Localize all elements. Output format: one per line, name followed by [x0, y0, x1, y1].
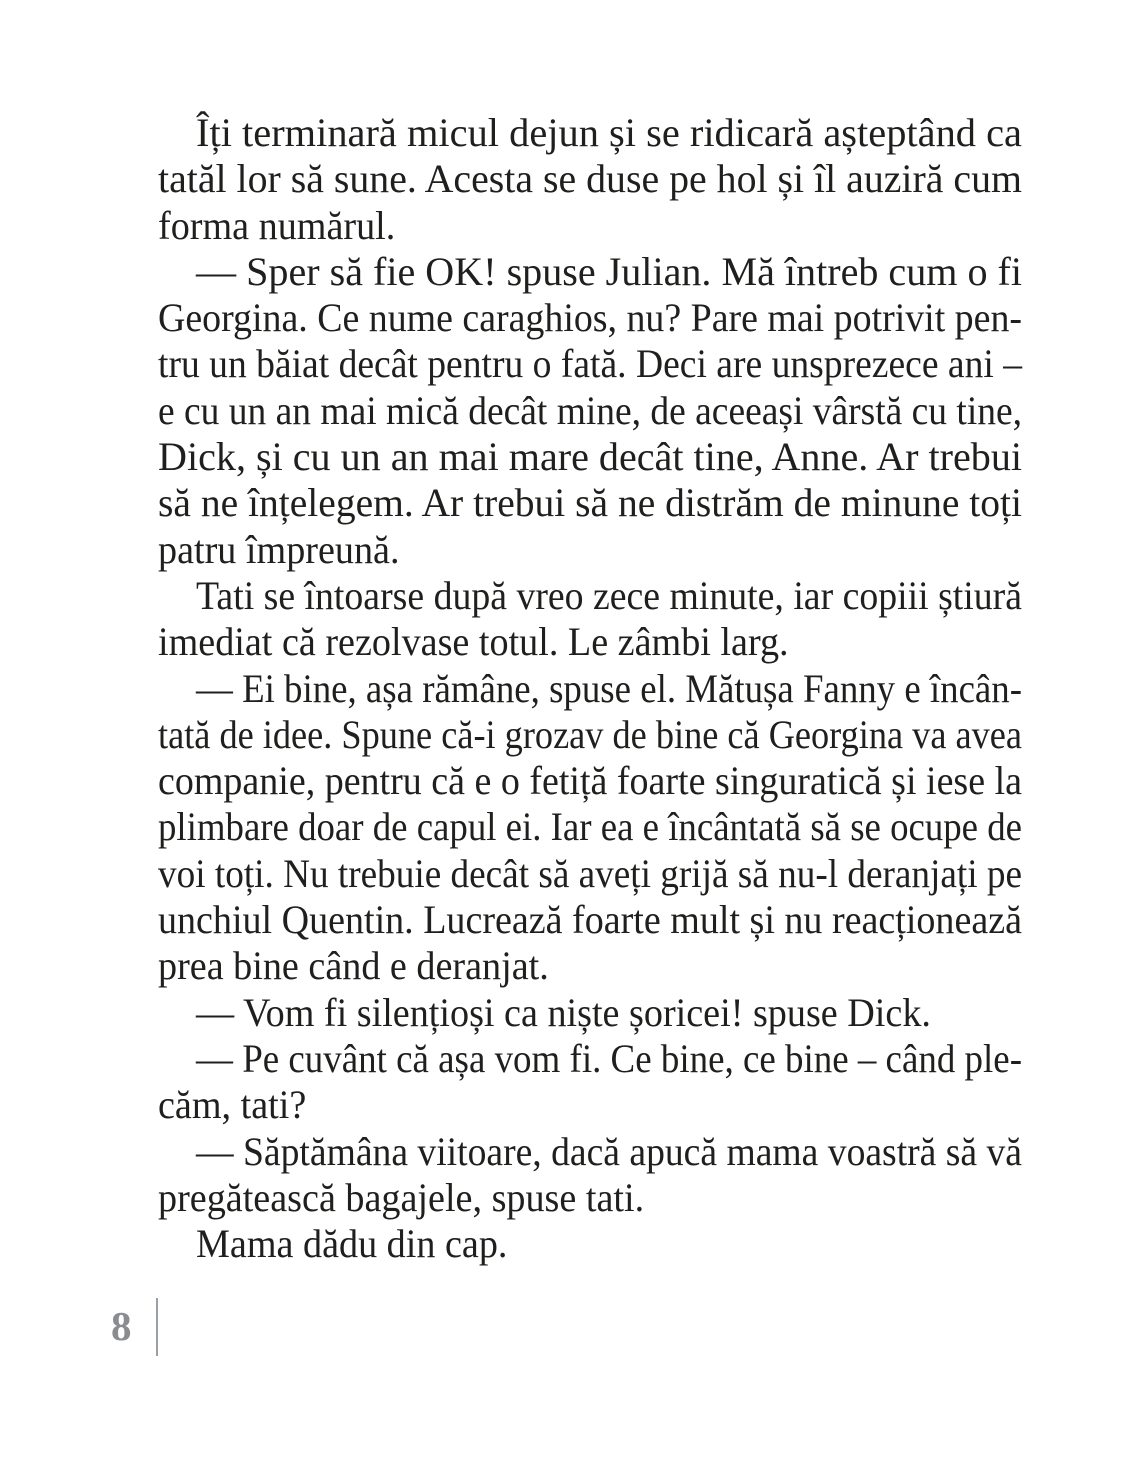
text-line [158, 990, 1022, 1036]
text-line-content: — Vom fi silențioși ca niște șoricei! spuse Dick. [196, 989, 931, 1035]
text-line-content: tată de idee. Spune că-i grozav de bine că Georgina va avea [158, 711, 1022, 757]
text-line [158, 341, 1022, 387]
footer-rule [156, 1298, 158, 1356]
text-line [158, 804, 1022, 850]
text-line-content: — Ei bine, așa rămâne, spuse el. Mătușa Fanny e încân- [196, 665, 1022, 711]
text-line-content: Georgina. Ce nume caraghios, nu? Pare mai potrivit pen- [158, 295, 1022, 341]
text-line-content: — Săptămâna viitoare, dacă apucă mama voastră să vă [196, 1128, 1022, 1174]
paragraph [158, 573, 1022, 666]
text-line-content: forma numărul. [158, 202, 396, 248]
text-line [158, 480, 1022, 526]
text-line [158, 897, 1022, 943]
text-line-content: Mama dădu din cap. [196, 1221, 508, 1267]
text-line-content: căm, tati? [158, 1082, 307, 1128]
page-number: 8 [111, 1303, 132, 1349]
text-line-content: companie, pentru că e o fetiță foarte singuratică și iese la [158, 758, 1022, 804]
text-line-content: — Pe cuvânt că așa vom fi. Ce bine, ce bine – când ple- [196, 1035, 1022, 1081]
paragraph [158, 990, 1022, 1036]
text-line-content: Îți terminară micul dejun și se ridicară așteptând ca [196, 110, 1022, 155]
text-line-content: prea bine când e deranjat. [158, 943, 549, 989]
paragraph [158, 1036, 1022, 1129]
text-line [158, 1082, 1022, 1128]
text-line-content: pregătească bagajele, spuse tati. [158, 1174, 645, 1220]
text-line-content: Tati se întoarse după vreo zece minute, iar copiii știură [196, 572, 1022, 618]
paragraph [158, 1129, 1022, 1222]
text-line-content: plimbare doar de capul ei. Iar ea e încântată să se ocupe de [158, 804, 1022, 850]
text-line [158, 527, 1022, 573]
text-line-content: Dick, și cu un an mai mare decât tine, Anne. Ar trebui [158, 434, 1022, 480]
text-line [158, 434, 1022, 480]
paragraph [158, 666, 1022, 990]
text-line [158, 249, 1022, 295]
text-line [158, 943, 1022, 989]
text-line-content: e cu un an mai mică decât mine, de aceeași vârstă cu tine, [158, 387, 1022, 433]
text-line [158, 851, 1022, 897]
text-line [158, 110, 1022, 156]
text-line [158, 758, 1022, 804]
paragraph [158, 1221, 1022, 1267]
text-block [158, 110, 1022, 1267]
text-line [158, 712, 1022, 758]
text-line [158, 666, 1022, 712]
text-line-content: patru împreună. [158, 526, 400, 572]
paragraph [158, 110, 1022, 249]
text-line [158, 1221, 1022, 1267]
text-line-content: — Sper să fie OK! spuse Julian. Mă întreb cum o fi [196, 248, 1023, 294]
text-line-content: să ne înțelegem. Ar trebui să ne distrăm de minune toți [158, 480, 1022, 526]
text-line-content: tru un băiat decât pentru o fată. Deci are unsprezece ani – [158, 341, 1022, 387]
text-line-content: tatăl lor să sune. Acesta se duse pe hol și îl auziră cum [158, 156, 1022, 202]
text-line [158, 203, 1022, 249]
page-footer [0, 1296, 1142, 1356]
text-line [158, 1129, 1022, 1175]
text-line [158, 156, 1022, 202]
text-line [158, 1175, 1022, 1221]
text-line-content: unchiul Quentin. Lucrează foarte mult și nu reacționează [158, 897, 1022, 943]
paragraph [158, 249, 1022, 573]
text-line [158, 1036, 1022, 1082]
text-line [158, 295, 1022, 341]
text-line [158, 573, 1022, 619]
text-line-content: voi toți. Nu trebuie decât să aveți grijă să nu-l deranjați pe [158, 850, 1022, 896]
text-line-content: imediat că rezolvase totul. Le zâmbi larg. [158, 619, 789, 665]
text-line [158, 619, 1022, 665]
text-line [158, 388, 1022, 434]
